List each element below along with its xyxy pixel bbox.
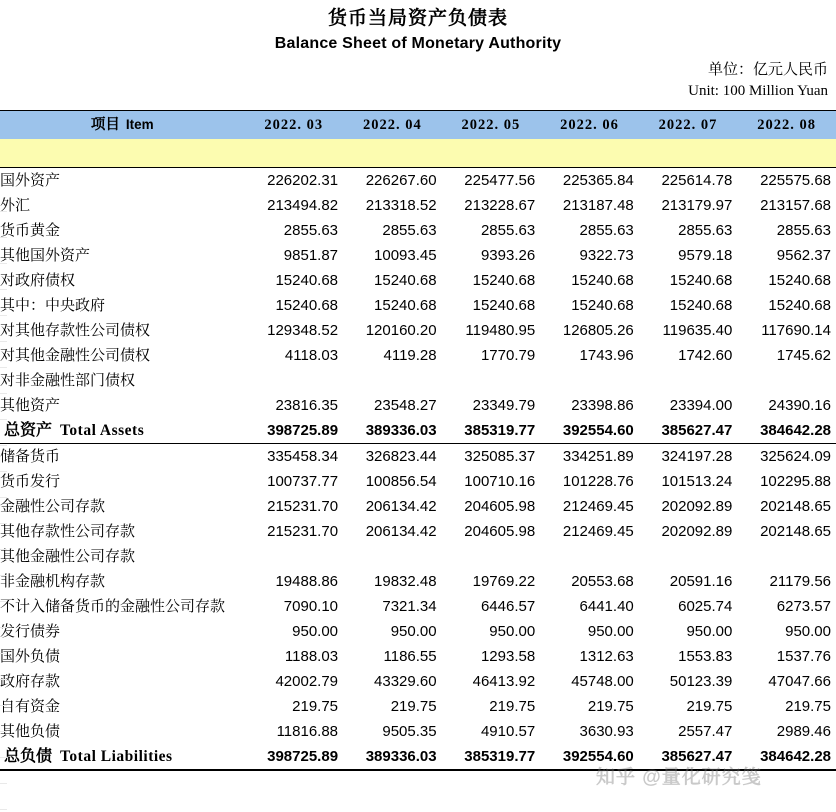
table-cell-value: 202148.65 (760, 498, 831, 515)
table-cell-value: 950.00 (587, 623, 634, 640)
header-row (0, 111, 836, 140)
column-header-period-1: 2022. 03 (244, 111, 343, 140)
table-cell-value: 202092.89 (661, 523, 733, 540)
table-cell-value: 2855.63 (480, 222, 536, 239)
table-cell-value: 206134.42 (365, 523, 437, 540)
header-spacer-row (0, 139, 836, 168)
column-header-item (0, 111, 244, 140)
table-cell-value: 1312.63 (579, 648, 634, 665)
table-cell-value: 20591.16 (669, 573, 733, 590)
table-cell-value: 15240.68 (275, 297, 339, 314)
table-cell-value (343, 544, 442, 569)
table-cell-value: 46413.92 (472, 673, 536, 690)
table-cell-value: 389336.03 (343, 744, 442, 770)
row-label: 对其他存款性公司债权 (0, 322, 151, 339)
table-cell-value: 119480.95 (465, 322, 536, 339)
table-cell-value: 385627.47 (639, 418, 738, 444)
table-cell-value: 4118.03 (284, 347, 339, 364)
table-cell-value: 392554.60 (540, 744, 639, 770)
table-cell-value: 6273.57 (776, 598, 831, 615)
row-label: 自有资金 (0, 698, 61, 715)
table-cell-value: 3630.93 (579, 723, 634, 740)
table-cell-value: 9393.26 (480, 247, 536, 264)
table-cell-value: 950.00 (785, 623, 831, 640)
table-cell-value: 385627.47 (639, 744, 738, 770)
table-cell-value: 225365.84 (562, 172, 634, 189)
table-row (0, 469, 836, 494)
table-cell-value: 1553.83 (678, 648, 733, 665)
row-label: 其他资产 (0, 397, 61, 414)
table-cell-value: 225477.56 (464, 172, 536, 189)
row-label-total (0, 418, 244, 444)
table-cell-value: 24390.16 (768, 397, 831, 414)
title-chinese: 货币当局资产负债表 (327, 8, 508, 29)
table-cell-value: 2989.46 (776, 723, 831, 740)
table-cell-value: 219.75 (785, 698, 831, 715)
table-cell-value: 15240.68 (472, 297, 536, 314)
table-cell-value: 2855.63 (579, 222, 634, 239)
table-cell-value (737, 544, 836, 569)
table-row (0, 193, 836, 218)
table-cell-value: 1188.03 (284, 648, 339, 665)
table-cell-value: 2855.63 (776, 222, 831, 239)
table-cell-value: 226202.31 (267, 172, 339, 189)
table-cell-value: 7321.34 (382, 598, 437, 615)
spacer-cell-6 (737, 139, 836, 168)
row-label-cn: 总负债 (4, 748, 53, 765)
row-label: 对其他金融性公司债权 (0, 347, 151, 364)
table-row (0, 218, 836, 243)
table-cell-value: 15240.68 (571, 297, 634, 314)
spacer-cell-item (0, 139, 244, 168)
table-cell-value: 335458.34 (267, 448, 339, 465)
table-cell-value: 43329.60 (374, 673, 437, 690)
table-cell-value: 42002.79 (275, 673, 339, 690)
table-cell-value: 219.75 (292, 698, 339, 715)
column-header-period-6: 2022. 08 (737, 111, 836, 140)
spacer-cell-1 (244, 139, 343, 168)
table-cell-value (442, 544, 541, 569)
table-cell-value: 6446.57 (480, 598, 536, 615)
table-cell-value: 15240.68 (571, 272, 634, 289)
table-cell-value: 9505.35 (382, 723, 437, 740)
row-label: 其他存款性公司存款 (0, 523, 136, 540)
column-header-period-3: 2022. 05 (442, 111, 541, 140)
row-label: 国外负债 (0, 648, 61, 665)
table-body (0, 168, 836, 771)
table-row (0, 744, 836, 770)
table-head (0, 111, 836, 168)
row-label: 货币黄金 (0, 222, 61, 239)
table-row (0, 594, 836, 619)
table-cell-value: 325085.37 (464, 448, 536, 465)
table-cell-value: 15240.68 (374, 272, 437, 289)
table-cell-value: 15240.68 (669, 297, 733, 314)
table-row (0, 544, 836, 569)
row-label-en: Total Assets (60, 422, 145, 439)
table-cell-value: 219.75 (390, 698, 437, 715)
table-cell-value: 213179.97 (661, 197, 733, 214)
row-label-en: Total Liabilities (60, 748, 173, 765)
table-row (0, 293, 836, 318)
title-english: Balance Sheet of Monetary Authority (274, 35, 562, 52)
table-row (0, 168, 836, 194)
table-cell-value: 10093.45 (374, 247, 437, 264)
row-label: 不计入储备货币的金融性公司存款 (0, 598, 226, 615)
table-cell-value: 213157.68 (760, 197, 831, 214)
table-cell-value: 334251.89 (562, 448, 634, 465)
table-cell-value (244, 544, 343, 569)
unit-chinese: 单位：亿元人民币 (707, 62, 828, 78)
table-cell-value: 204605.98 (464, 523, 536, 540)
table-cell-value (737, 368, 836, 393)
table-cell-value: 215231.70 (267, 498, 339, 515)
table-cell-value: 213228.67 (464, 197, 536, 214)
table-cell-value: 226267.60 (365, 172, 437, 189)
table-cell-value: 9322.73 (579, 247, 634, 264)
table-row (0, 393, 836, 418)
table-cell-value: 15240.68 (275, 272, 339, 289)
table-cell-value: 2557.47 (678, 723, 733, 740)
table-cell-value: 50123.39 (669, 673, 733, 690)
table-row (0, 569, 836, 594)
table-cell-value: 1537.76 (776, 648, 831, 665)
table-cell-value: 2855.63 (678, 222, 733, 239)
table-row (0, 368, 836, 393)
table-cell-value: 11816.88 (276, 723, 339, 740)
column-header-period-5: 2022. 07 (639, 111, 738, 140)
table-cell-value: 1745.62 (776, 347, 831, 364)
row-label: 其他金融性公司存款 (0, 548, 136, 565)
table-cell-value: 219.75 (686, 698, 733, 715)
table-row (0, 444, 836, 470)
table-row (0, 669, 836, 694)
table-cell-value: 6441.40 (579, 598, 634, 615)
table-cell-value: 1743.96 (579, 347, 634, 364)
table-cell-value: 23816.35 (275, 397, 339, 414)
table-cell-value: 389336.03 (343, 418, 442, 444)
spacer-cell-2 (343, 139, 442, 168)
table-cell-value: 102295.88 (760, 473, 831, 490)
row-label: 对非金融性部门债权 (0, 372, 136, 389)
table-cell-value: 1186.55 (383, 648, 437, 665)
table-cell-value: 2855.63 (283, 222, 339, 239)
column-header-period-2: 2022. 04 (343, 111, 442, 140)
table-cell-value: 212469.45 (562, 498, 634, 515)
row-label: 外汇 (0, 197, 31, 214)
row-label: 国外资产 (0, 172, 61, 189)
row-label-total (0, 744, 244, 770)
row-label: 非金融机构存款 (0, 573, 106, 590)
table-row (0, 519, 836, 544)
row-label: 储备货币 (0, 448, 61, 465)
table-cell-value: 19769.22 (472, 573, 536, 590)
row-label: 政府存款 (0, 673, 61, 690)
table-cell-value (639, 544, 738, 569)
table-cell-value: 213187.48 (562, 197, 634, 214)
table-cell-value: 23398.86 (571, 397, 634, 414)
table-cell-value: 23349.79 (472, 397, 536, 414)
table-cell-value: 385319.77 (442, 418, 541, 444)
table-cell-value: 213318.52 (365, 197, 437, 214)
column-header-item-cn: 项目 (90, 117, 120, 133)
table-row (0, 243, 836, 268)
table-cell-value: 9851.87 (283, 247, 339, 264)
table-cell-value: 9579.18 (678, 247, 733, 264)
table-cell-value: 202092.89 (661, 498, 733, 515)
table-cell-value: 15240.68 (472, 272, 536, 289)
table-cell-value: 206134.42 (365, 498, 437, 515)
table-cell-value: 21179.56 (769, 573, 831, 590)
table-cell-value: 100710.16 (464, 473, 536, 490)
table-cell-value: 15240.68 (669, 272, 733, 289)
table-cell-value: 1770.79 (480, 347, 536, 364)
table-row (0, 719, 836, 744)
table-cell-value: 7090.10 (283, 598, 339, 615)
table-cell-value: 100856.54 (365, 473, 437, 490)
table-cell-value: 212469.45 (562, 523, 634, 540)
table-row (0, 418, 836, 444)
row-label: 其中：中央政府 (0, 297, 106, 314)
table-cell-value: 23548.27 (374, 397, 437, 414)
table-cell-value: 204605.98 (464, 498, 536, 515)
table-cell-value: 47047.66 (768, 673, 831, 690)
table-cell-value: 19832.48 (374, 573, 437, 590)
column-header-item-en: Item (125, 117, 154, 132)
table-cell-value (540, 544, 639, 569)
table-cell-value: 324197.28 (661, 448, 733, 465)
table-cell-value: 398725.89 (244, 744, 343, 770)
table-cell-value: 326823.44 (365, 448, 437, 465)
table-cell-value: 6025.74 (678, 598, 733, 615)
table-cell-value: 120160.20 (365, 322, 437, 339)
table-cell-value: 20553.68 (571, 573, 634, 590)
table-row (0, 619, 836, 644)
column-header-period-4: 2022. 06 (540, 111, 639, 140)
table-cell-value: 950.00 (292, 623, 339, 640)
table-cell-value: 19488.86 (275, 573, 339, 590)
row-label: 发行债券 (0, 623, 61, 640)
balance-sheet-table (0, 110, 836, 771)
row-label: 其他国外资产 (0, 247, 91, 264)
table-row (0, 494, 836, 519)
table-cell-value: 225575.68 (760, 172, 831, 189)
table-row (0, 644, 836, 669)
table-cell-value (244, 368, 343, 393)
table-cell-value: 1742.60 (678, 347, 733, 364)
table-cell-value: 15240.68 (768, 297, 831, 314)
table-cell-value: 101513.24 (661, 473, 733, 490)
spacer-cell-4 (540, 139, 639, 168)
table-cell-value (442, 368, 541, 393)
row-label: 金融性公司存款 (0, 498, 106, 515)
table-cell-value: 9562.37 (776, 247, 831, 264)
table-cell-value (540, 368, 639, 393)
table-cell-value: 202148.65 (760, 523, 831, 540)
table-cell-value: 4119.28 (383, 347, 437, 364)
table-cell-value: 325624.09 (760, 448, 831, 465)
table-cell-value: 950.00 (686, 623, 733, 640)
table-cell-value: 129348.52 (267, 322, 339, 339)
table-cell-value: 117690.14 (761, 322, 831, 339)
watermark: 知乎 @量化研究笺 (596, 767, 762, 788)
table-cell-value: 225614.78 (661, 172, 733, 189)
table-cell-value: 2855.63 (382, 222, 437, 239)
table-cell-value: 398725.89 (244, 418, 343, 444)
table-cell-value: 101228.76 (562, 473, 634, 490)
table-row (0, 268, 836, 293)
table-row (0, 318, 836, 343)
row-label: 其他负债 (0, 723, 61, 740)
table-cell-value: 950.00 (390, 623, 437, 640)
table-cell-value (343, 368, 442, 393)
table-cell-value: 384642.28 (737, 418, 836, 444)
table-cell-value: 385319.77 (442, 744, 541, 770)
table-cell-value: 950.00 (489, 623, 536, 640)
table-cell-value: 213494.82 (267, 197, 339, 214)
table-cell-value: 100737.77 (267, 473, 339, 490)
table-row (0, 343, 836, 368)
table-cell-value: 15240.68 (374, 297, 437, 314)
table-row (0, 694, 836, 719)
table-cell-value: 119635.40 (662, 322, 733, 339)
table-cell-value: 219.75 (489, 698, 536, 715)
table-cell-value: 215231.70 (267, 523, 339, 540)
row-label: 对政府债权 (0, 272, 76, 289)
table-cell-value: 1293.58 (480, 648, 536, 665)
table-cell-value: 45748.00 (571, 673, 634, 690)
row-label-cn: 总资产 (4, 422, 53, 439)
table-cell-value: 4910.57 (480, 723, 536, 740)
row-label: 货币发行 (0, 473, 61, 490)
table-cell-value: 392554.60 (540, 418, 639, 444)
unit-english: Unit: 100 Million Yuan (688, 83, 828, 99)
table-cell-value (639, 368, 738, 393)
unit-note-block (0, 60, 836, 102)
table-cell-value: 219.75 (587, 698, 634, 715)
document-title-block (0, 0, 836, 56)
table-cell-value: 23394.00 (669, 397, 733, 414)
spacer-cell-5 (639, 139, 738, 168)
spacer-cell-3 (442, 139, 541, 168)
table-cell-value: 15240.68 (768, 272, 831, 289)
table-cell-value: 126805.26 (562, 322, 634, 339)
table-cell-value: 384642.28 (737, 744, 836, 770)
